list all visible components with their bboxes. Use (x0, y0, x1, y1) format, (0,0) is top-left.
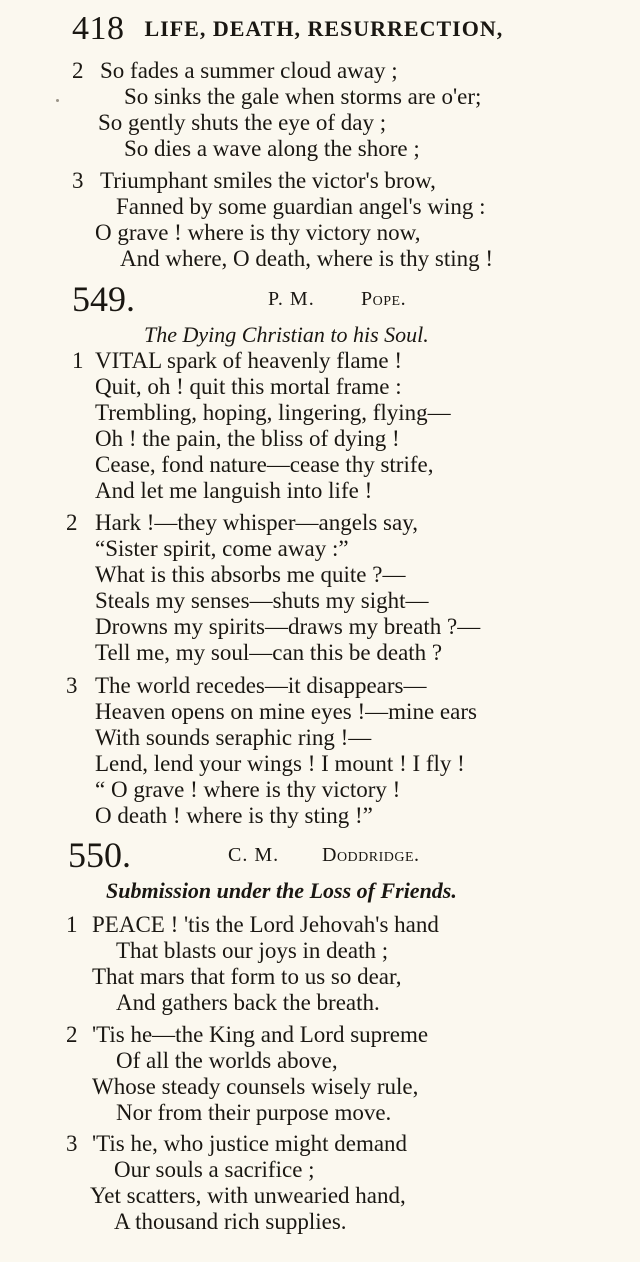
hymn-author: Doddridge. (322, 844, 420, 866)
hymn-549-heading (72, 278, 592, 322)
verse-line: Cease, fond nature—cease thy strife, (95, 452, 434, 477)
verse-line: Triumphant smiles the victor's brow, (100, 168, 436, 193)
verse-line: 'Tis he—the King and Lord supreme (92, 1022, 429, 1047)
verse-line: Nor from their purpose move. (116, 1100, 392, 1125)
verse-line: That blasts our joys in death ; (116, 938, 389, 963)
verse-line: “ O grave ! where is thy victory ! (95, 777, 401, 802)
verse-line: So sinks the gale when storms are o'er; (124, 84, 482, 109)
verse-line: PEACE ! 'tis the Lord Jehovah's hand (92, 912, 439, 937)
verse-line: Our souls a sacrifice ; (114, 1157, 315, 1182)
verse-line: What is this absorbs me quite ?— (95, 562, 406, 587)
verse-line: “Sister spirit, come away :” (95, 536, 349, 561)
stanza-number: 2 (66, 510, 78, 535)
hymn-549-title: The Dying Christian to his Soul. (144, 322, 429, 347)
verse-line: So dies a wave along the shore ; (124, 136, 420, 161)
verse-line: Whose steady counsels wisely rule, (92, 1074, 419, 1099)
verse-line: Lend, lend your wings ! I mount ! I fly ! (95, 751, 465, 776)
hymn-549-stanza-1 (72, 348, 451, 504)
hymn-549-stanza-2 (66, 510, 480, 666)
verse-line: So fades a summer cloud away ; (100, 58, 398, 83)
stanza-number: 3 (72, 168, 84, 193)
verse-line: Yet scatters, with unwearied hand, (90, 1183, 406, 1208)
hymn-550-stanza-1 (66, 912, 439, 1016)
verse-line: Drowns my spirits—draws my breath ?— (95, 614, 481, 639)
verse-line: Steals my senses—shuts my sight— (95, 588, 429, 613)
hymn-550-stanza-3 (66, 1131, 407, 1235)
hymn-number: 550. (68, 835, 131, 875)
hymn-550-title: Submission under the Loss of Friends. (106, 878, 457, 903)
verse-line: A thousand rich supplies. (114, 1209, 347, 1234)
verse-line: With sounds seraphic ring !— (95, 725, 372, 750)
hymn-550-stanza-2 (66, 1022, 428, 1126)
verse-line: And gathers back the breath. (116, 990, 380, 1015)
verse-line: Oh ! the pain, the bliss of dying ! (95, 426, 400, 451)
stanza-number: 3 (66, 673, 78, 698)
verse-line: Of all the worlds above, (116, 1048, 338, 1073)
verse-line: Trembling, hoping, lingering, flying— (95, 400, 451, 425)
verse-line: That mars that form to us so dear, (92, 964, 402, 989)
hymn-meter: P. M. (268, 288, 315, 310)
verse-line: Quit, oh ! quit this mortal frame : (95, 374, 402, 399)
page-number: 418 (72, 10, 125, 47)
verse-line: O death ! where is thy sting !” (95, 803, 373, 828)
verse-line: And let me languish into life ! (95, 478, 373, 503)
stanza-number: 2 (72, 58, 84, 83)
verse-line: The world recedes—it disappears— (95, 673, 427, 698)
running-title: LIFE, DEATH, RESURRECTION, (144, 16, 504, 41)
verse-line: Heaven opens on mine eyes !—mine ears (95, 699, 477, 724)
verse-line: So gently shuts the eye of day ; (98, 110, 387, 135)
continued-stanza-3 (72, 168, 493, 272)
hymn-meter: C. M. (228, 844, 280, 866)
stanza-number: 1 (66, 912, 78, 937)
verse-line: Tell me, my soul—can this be death ? (95, 640, 443, 665)
continued-stanza-2 (72, 58, 481, 162)
verse-line: 'Tis he, who justice might demand (92, 1131, 408, 1156)
stanza-number: 3 (66, 1131, 78, 1156)
hymn-550-heading (68, 834, 588, 878)
verse-line: Hark !—they whisper—angels say, (95, 510, 418, 535)
verse-line: VITAL spark of heavenly flame ! (95, 348, 403, 373)
verse-line: Fanned by some guardian angel's wing : (116, 194, 486, 219)
print-speck (56, 99, 59, 102)
stanza-number: 2 (66, 1022, 78, 1047)
verse-line: O grave ! where is thy victory now, (95, 220, 421, 245)
hymn-549-stanza-3 (66, 673, 477, 829)
stanza-number: 1 (72, 348, 84, 373)
verse-line: And where, O death, where is thy sting ! (120, 246, 494, 271)
page-header (72, 10, 503, 50)
hymn-number: 549. (72, 279, 135, 319)
hymn-author: Pope. (361, 288, 407, 310)
